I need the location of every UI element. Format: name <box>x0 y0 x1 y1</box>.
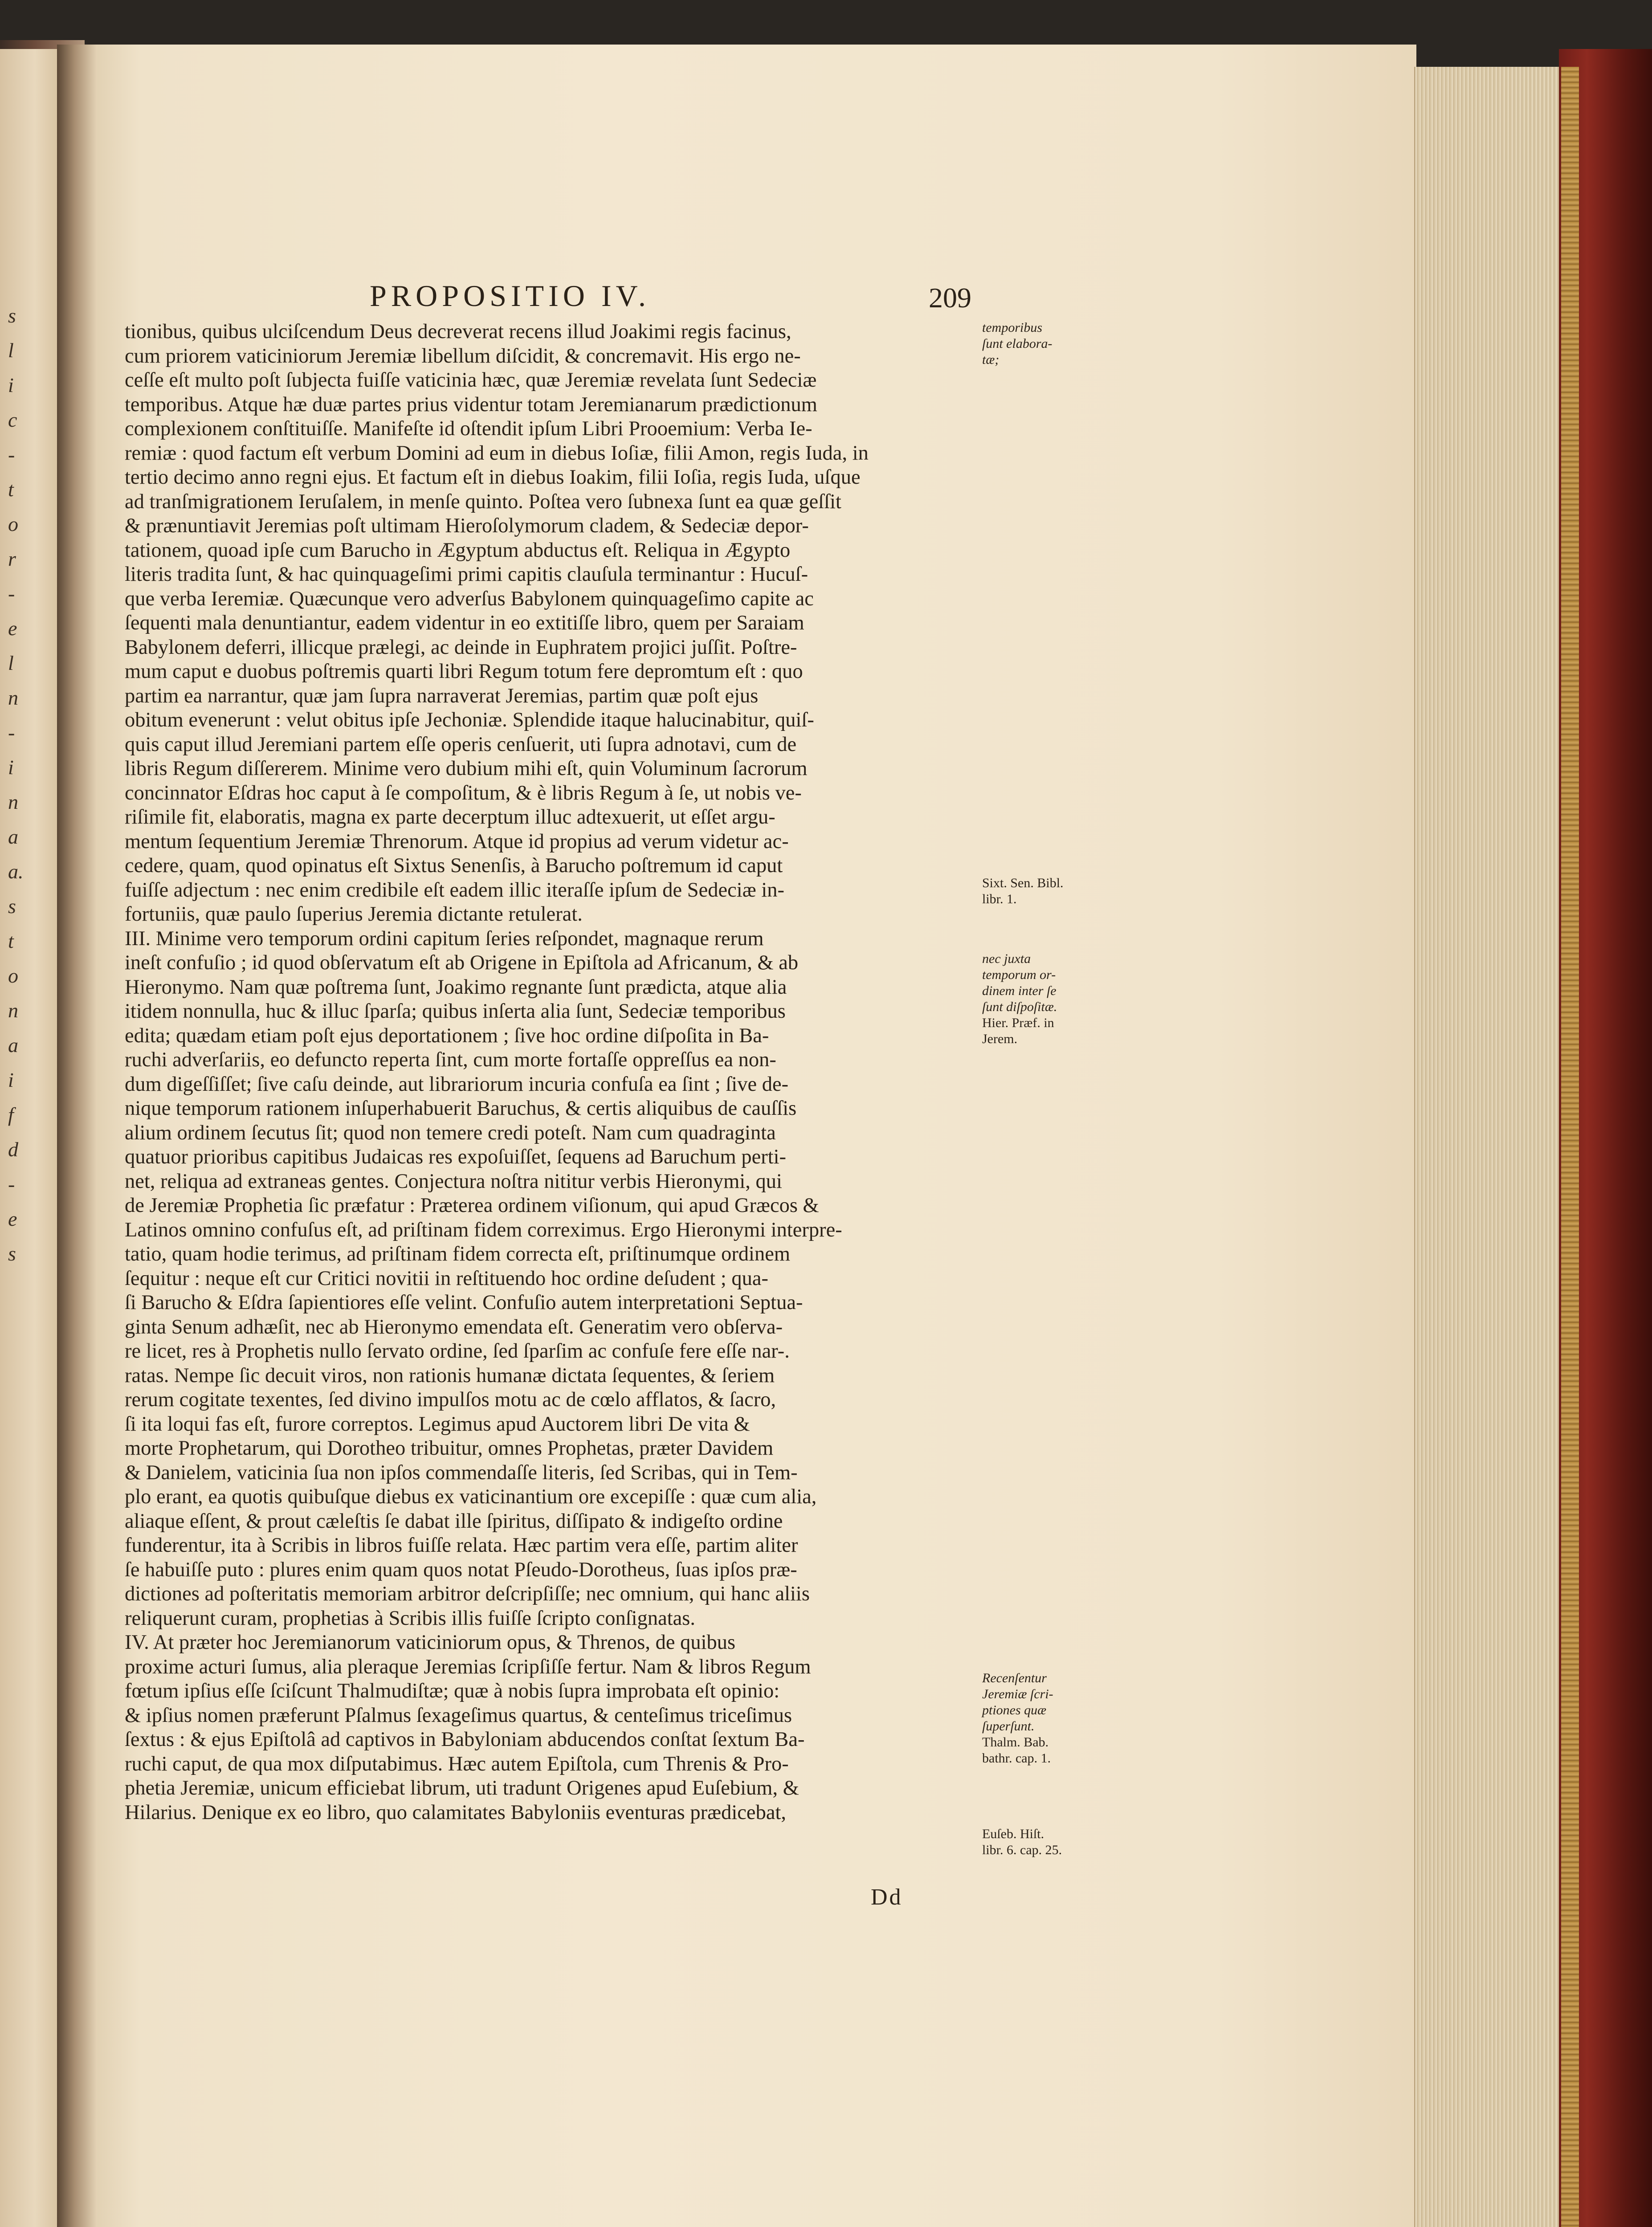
margin-note-temporibus <box>982 320 1102 368</box>
body-line: complexionem conſtituiſſe. Manifeſte id oſtendit ipſum Libri Prooemium: Verba Ie- <box>125 417 812 440</box>
body-line: tionibus, quibus ulciſcendum Deus decreverat recens illud Joakimi regis facinus, <box>125 320 791 343</box>
left-page-fragment: o <box>8 513 18 535</box>
signature-mark: Dd <box>871 1884 903 1910</box>
body-line: ſequitur : neque eſt cur Critici novitii in reſtituendo hoc ordine deſudent ; qua- <box>125 1267 768 1290</box>
body-line: ſequenti mala denuntiantur, eadem videntur in eo extitiſſe libro, quem per Saraiam <box>125 612 804 634</box>
body-line: ſi Barucho & Eſdra ſapientiores eſſe velint. Confuſio autem interpretationi Septua- <box>125 1291 803 1314</box>
margin-note-line: libr. 1. <box>982 892 1017 906</box>
running-head: PROPOSITIO IV. <box>370 279 650 313</box>
page-block-edge <box>1414 67 1562 2227</box>
body-line: tatio, quam hodie terimus, ad priſtinam fidem correcta eſt, priſtinumque ordinem <box>125 1243 791 1265</box>
body-line: edita; quædam etiam poſt ejus deportationem ; ſive hoc ordine diſpoſita in Ba- <box>125 1024 769 1047</box>
body-line: III. Minime vero temporum ordini capitum ſeries reſpondet, magnaque rerum <box>125 927 764 950</box>
margin-note-line: ſunt elabora- <box>982 336 1052 351</box>
left-page-fragment: n <box>8 791 18 813</box>
margin-note-line: Jerem. <box>982 1032 1018 1046</box>
left-page-fragment: - <box>8 582 15 605</box>
margin-note-line: bathr. cap. 1. <box>982 1751 1051 1766</box>
margin-note-line: temporibus <box>982 320 1042 335</box>
body-line: que verba Ieremiæ. Quæcunque vero adverſus Babylonem quinquageſimo capite ac <box>125 587 814 610</box>
margin-note-line: nec juxta <box>982 951 1031 966</box>
margin-note-line: libr. 6. cap. 25. <box>982 1843 1062 1857</box>
left-page-fragment: i <box>8 374 14 396</box>
body-line: reliquerunt curam, prophetias à Scribis illis fuiſſe ſcripto conſignatas. <box>125 1607 695 1630</box>
body-line: IV. At præter hoc Jeremianorum vaticiniorum opus, & Threnos, de quibus <box>125 1631 736 1654</box>
body-line: rerum cogitate texentes, ſed divino impulſos motu ac de cœlo afflatos, & ſacro, <box>125 1388 776 1411</box>
body-line: net, reliqua ad extraneas gentes. Conjectura noſtra nititur verbis Hieronymi, qui <box>125 1170 782 1193</box>
body-line: morte Prophetarum, qui Dorotheo tribuitur, omnes Prophetas, præter Davidem <box>125 1437 774 1460</box>
margin-note-line: temporum or- <box>982 967 1056 982</box>
body-line: aliaque eſſent, & prout cæleſtis ſe dabat ille ſpiritus, diſſipato & indigeſto ordine <box>125 1509 783 1533</box>
left-page-fragment: n <box>8 999 18 1022</box>
body-line: plo erant, ea quotis quibuſque diebus ex vaticinantium ore excepiſſe : quæ cum alia, <box>125 1485 817 1508</box>
body-line: phetia Jeremiæ, unicum efficiebat librum, uti tradunt Origenes apud Euſebium, & <box>125 1777 799 1799</box>
left-page-fragment: i <box>8 1069 14 1091</box>
margin-note-line: Recenſentur <box>982 1671 1047 1685</box>
body-line: ruchi adverſariis, eo defuncto reperta ſint, cum morte fortaſſe oppreſſus ea non- <box>125 1048 776 1071</box>
body-line: fœtum ipſius eſſe ſciſcunt Thalmudiſtæ; quæ à nobis ſupra improbata eſt opinio: <box>125 1680 780 1702</box>
left-page-fragment: i <box>8 756 14 779</box>
body-line: nique temporum rationem inſuperhabuerit Baruchus, & certis aliquibus de cauſſis <box>125 1097 797 1120</box>
left-page-fragment: o <box>8 964 18 987</box>
body-line: Babylonem deferri, illicque prælegi, ac deinde in Euphratem projici juſſit. Poſtre- <box>125 636 797 659</box>
margin-note-recensentur <box>982 1670 1102 1766</box>
margin-note-line: ſunt diſpoſitæ. <box>982 999 1057 1014</box>
margin-note-line: Euſeb. Hiſt. <box>982 1827 1044 1841</box>
body-line: funderentur, ita à Scribis in libros fuiſſe relata. Hæc partim vera eſſe, partim aliter <box>125 1534 798 1557</box>
margin-note-nec-juxta <box>982 951 1102 1047</box>
gilt-edge <box>1561 67 1579 2227</box>
left-page-fragment: d <box>8 1138 18 1161</box>
margin-note-line: ptiones quæ <box>982 1703 1047 1717</box>
body-line: proxime acturi ſumus, alia pleraque Jeremias ſcripſiſſe fertur. Nam & libros Regum <box>125 1655 811 1678</box>
body-line: tationem, quoad ipſe cum Barucho in Ægyptum abductus eſt. Reliqua in Ægypto <box>125 538 791 562</box>
left-page-fragments <box>8 298 26 1271</box>
body-line: tertio decimo anno regni ejus. Et factum eſt in diebus Ioakim, filii Ioſia, regis Iuda, uſque <box>125 466 861 489</box>
body-line: cum priorem vaticiniorum Jeremiæ libellum diſcidit, & concremavit. His ergo ne- <box>125 344 801 367</box>
body-line: de Jeremiæ Prophetia ſic præfatur : Præterea ordinem viſionum, qui apud Græcos & <box>125 1194 819 1217</box>
body-line: ruchi caput, de qua mox diſputabimus. Hæc autem Epiſtola, cum Threnis & Pro- <box>125 1752 789 1775</box>
body-line: Hieronymo. Nam quæ poſtrema ſunt, Joakimo regnante ſunt prædicta, atque alia <box>125 975 787 999</box>
body-line: quatuor prioribus capitibus Judaicas res expoſuiſſet, ſequens ad Baruchum perti- <box>125 1146 787 1168</box>
body-line: temporibus. Atque hæ duæ partes prius videntur totam Jeremianarum prædictionum <box>125 393 817 416</box>
left-page-fragment: s <box>8 304 16 327</box>
body-line: ceſſe eſt multo poſt ſubjecta fuiſſe vaticinia hæc, quæ Jeremiæ revelata ſunt Sedeciæ <box>125 369 817 392</box>
left-page-fragment: f <box>8 1103 14 1126</box>
body-line: Latinos omnino confuſus eſt, ad priſtinam fidem correximus. Ergo Hieronymi interpre- <box>125 1218 842 1241</box>
body-line: libris Regum diſſererem. Minime vero dubium mihi eſt, quin Voluminum ſacrorum <box>125 757 808 780</box>
body-line: partim ea narrantur, quæ jam ſupra narraverat Jeremias, partim quæ poſt ejus <box>125 684 759 707</box>
body-line: dictiones ad poſteritatis memoriam arbitror deſcripſiſſe; nec omnium, qui hanc aliis <box>125 1583 810 1605</box>
left-page-fragment: t <box>8 930 14 952</box>
body-line: ad tranſmigrationem Ieruſalem, in menſe quinto. Poſtea vero ſubnexa ſunt ea quæ geſſit <box>125 490 841 513</box>
left-page-fragment: a. <box>8 860 24 883</box>
body-line: & Danielem, vaticinia ſua non ipſos commendaſſe literis, ſed Scribas, qui in Tem- <box>125 1461 798 1484</box>
body-line: literis tradita ſunt, & hac quinquageſimi primi capitis clauſula terminantur : Hucuſ- <box>125 563 808 586</box>
page-gutter <box>57 45 97 2227</box>
left-page-fragment: a <box>8 1034 18 1056</box>
margin-note-line: Jeremiæ ſcri- <box>982 1687 1053 1701</box>
left-page-fragment: l <box>8 652 14 674</box>
left-page-fragment: l <box>8 339 14 362</box>
left-page-fragment: n <box>8 686 18 709</box>
left-page-fragment: - <box>8 443 15 466</box>
body-line: cedere, quam, quod opinatus eſt Sixtus Senenſis, à Barucho poſtremum id caput <box>125 854 783 877</box>
left-page-edge <box>0 49 59 2227</box>
margin-note-line: ſuperſunt. <box>982 1719 1035 1733</box>
body-line: riſimile fit, elaboratis, magna ex parte decerptum illuc adtexuerit, ut eſſet argu- <box>125 806 775 828</box>
body-line: mentum ſequentium Jeremiæ Threnorum. Atque id propius ad verum videtur ac- <box>125 830 789 853</box>
body-line: fortuniis, quæ paulo ſuperius Jeremia dictante retulerat. <box>125 903 583 926</box>
body-line: Hilarius. Denique ex eo libro, quo calamitates Babyloniis eventuras prædicebat, <box>125 1801 787 1824</box>
body-line: ginta Senum adhæſit, nec ab Hieronymo emendata eſt. Generatim vero obſerva- <box>125 1315 783 1338</box>
left-page-fragment: s <box>8 895 16 918</box>
body-line: ſextus : & ejus Epiſtolâ ad captivos in Babyloniam abducendos conſtat ſextum Ba- <box>125 1728 805 1751</box>
left-page-fragment: e <box>8 617 17 640</box>
left-page-fragment: s <box>8 1242 16 1265</box>
body-line: ratas. Nempe ſic decuit viros, non rationis humanæ dictata ſequentes, & ſeriem <box>125 1364 775 1387</box>
body-line: obitum evenerunt : velut obitus ipſe Jechoniæ. Splendide itaque halucinabitur, quiſ- <box>125 709 814 731</box>
left-page-fragment: r <box>8 547 16 570</box>
left-page-fragment: - <box>8 721 15 744</box>
margin-note-line: dinem inter ſe <box>982 983 1056 998</box>
left-page-fragment: t <box>8 478 14 501</box>
left-page-fragment: - <box>8 1173 15 1195</box>
body-line: quis caput illud Jeremiani partem eſſe operis cenſuerit, uti ſupra adnotavi, cum de <box>125 733 797 756</box>
left-page-fragment: a <box>8 825 18 848</box>
margin-note-line: tæ; <box>982 352 999 367</box>
body-line: ſi ita loqui fas eſt, furore correptos. Legimus apud Auctorem libri De vita & <box>125 1412 750 1436</box>
body-line: dum digeſſiſſet; ſive caſu deinde, aut librariorum incuria confuſa ea ſint ; ſive de- <box>125 1073 789 1096</box>
body-line: ſe habuiſſe puto : plures enim quam quos notat Pſeudo-Dorotheus, ſuas ipſos præ- <box>125 1558 797 1581</box>
body-line: & prænuntiavit Jeremias poſt ultimam Hieroſolymorum cladem, & Sedeciæ depor- <box>125 514 809 537</box>
margin-note-line: Hier. Præf. in <box>982 1016 1054 1030</box>
body-line: mum caput e duobus poſtremis quarti libri Regum totum fere depromtum eſt : quo <box>125 660 803 683</box>
body-line: ineſt confuſio ; id quod obſervatum eſt ab Origene in Epiſtola ad Africanum, & ab <box>125 951 799 974</box>
margin-note-eusebius <box>982 1826 1102 1858</box>
body-line: alium ordinem ſecutus ſit; quod non temere credi poteſt. Nam cum quadraginta <box>125 1121 776 1144</box>
margin-note-sixtus <box>982 875 1102 907</box>
body-line: itidem nonnulla, huc & illuc ſparſa; quibus inſerta alia ſunt, Sedeciæ temporibus <box>125 1000 786 1023</box>
left-page-fragment: e <box>8 1207 17 1230</box>
margin-note-line: Sixt. Sen. Bibl. <box>982 876 1064 890</box>
body-line: re licet, res à Prophetis nullo ſervato ordine, ſed ſparſim ac confuſe fere eſſe nar-. <box>125 1340 790 1362</box>
page-number: 209 <box>929 282 971 314</box>
margin-note-line: Thalm. Bab. <box>982 1735 1049 1750</box>
body-line: fuiſſe adjectum : nec enim credibile eſt eadem illic iteraſſe ipſum de Sedeciæ in- <box>125 878 784 901</box>
body-text <box>125 320 980 1825</box>
body-line: & ipſius nomen præferunt Pſalmus ſexageſimus quartus, & centeſimus triceſimus <box>125 1704 792 1727</box>
body-line: concinnator Eſdras hoc caput à ſe compoſitum, & è libris Regum à ſe, ut nobis ve- <box>125 781 802 804</box>
left-page-fragment: c <box>8 408 17 431</box>
body-line: remiæ : quod factum eſt verbum Domini ad eum in diebus Ioſiæ, filii Amon, regis Iuda, in <box>125 441 869 465</box>
